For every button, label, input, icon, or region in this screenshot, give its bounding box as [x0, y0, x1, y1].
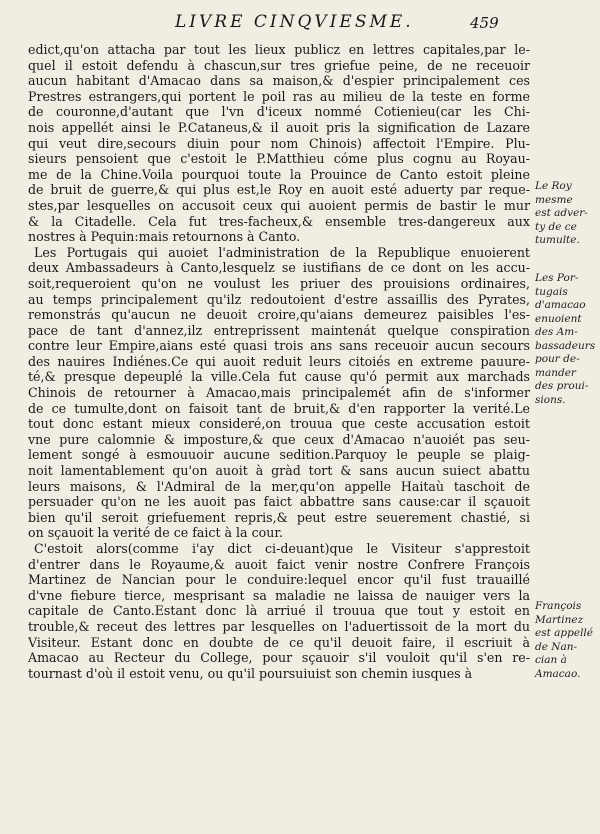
- margin-note-line: mander: [535, 366, 576, 379]
- margin-note-line: est adver-: [535, 207, 588, 219]
- text-line: Chinois de retourner à Amacao,mais principalemét afin de s'informer: [28, 385, 530, 401]
- margin-note-line: cian à: [535, 654, 567, 666]
- text-line: lement songé à esmouuoir aucune sedition.Parquoy le peuple se plaig-: [28, 447, 530, 463]
- margin-note-line: de Nan-: [535, 640, 578, 653]
- margin-note-line: mesme: [535, 193, 573, 206]
- text-line: & la Citadelle. Cela fut tres-facheux,& ensemble tres-dangereux aux: [28, 213, 530, 229]
- margin-note-portuguese-ambassadors: [535, 272, 596, 407]
- text-line: vne pure calomnie & imposture,& que ceux d'Amacao n'auoiét pas seu-: [28, 431, 530, 447]
- text-line: edict,qu'on attacha par tout les lieux publicz en lettres capitales,par le-: [28, 42, 530, 57]
- margin-note-line: des proui-: [535, 380, 589, 392]
- text-line: nostres à Pequin:mais retournons à Canto.: [28, 229, 301, 245]
- text-line: stes,par lesquelles on accusoit ceux qui auoient permis de bastir le mur: [28, 197, 530, 213]
- margin-note-line: est appellé: [535, 627, 594, 639]
- text-line: Amacao au Recteur du College, pour sçauoir s'il vouloit qu'il s'en re-: [28, 650, 530, 666]
- margin-note-line: François: [535, 600, 582, 612]
- text-line: persuader qu'on ne les auoit pas faict abbattre sans cause:car il sçauoit: [28, 494, 530, 510]
- text-line: trouble,& receut des lettres par lesquelles on l'aduertissoit de la mort du: [28, 618, 530, 634]
- text-line: bien qu'il seroit griefuement repris,& peut estre seuerement chastié, si: [28, 509, 530, 525]
- margin-note-line: Le Roy: [535, 180, 572, 192]
- text-line: té,& presque depeuplé la ville.Cela fut cause qu'ó permit aux marchads: [28, 369, 530, 385]
- page-header: [0, 12, 600, 40]
- paragraph: [28, 541, 530, 681]
- page-number: 459: [470, 14, 499, 32]
- margin-note-line: Les Por-: [535, 272, 579, 284]
- paragraph: [28, 42, 530, 245]
- margin-note-line: ty de ce: [535, 220, 577, 233]
- text-line: on sçauoit la verité de ce faict à la cour.: [28, 525, 283, 541]
- text-line: qui veut dire,secours diuin pour nom Chinois) affectoit l'Empire. Plu-: [28, 135, 530, 151]
- text-line: tout donc estant mieux consideré,on trouua que ceste accusation estoit: [28, 416, 530, 432]
- margin-note-line: des Am-: [535, 326, 578, 338]
- text-line: de bruit de guerre,& qui plus est,le Roy en auoit esté aduerty par reque-: [28, 182, 530, 198]
- text-line: d'vne fiebure tierce, mesprisant sa maladie ne laissa de nauiger vers la: [28, 587, 530, 603]
- text-line: de couronne,d'autant que l'vn d'iceux nommé Cotienieu(car les Chi-: [28, 104, 530, 120]
- text-line: d'entrer dans le Royaume,& auoit faict venir nostre Confrere François: [28, 556, 530, 572]
- main-text: [28, 42, 530, 681]
- margin-note-line: enuoient: [535, 312, 582, 325]
- text-line: de ce tumulte,dont on faisoit tant de bruit,& d'en rapporter la verité.Le: [28, 400, 530, 416]
- text-line: deux Ambassadeurs à Canto,lesquelz se iustifians de ce dont on les accu-: [28, 260, 530, 276]
- text-line: aucun habitant d'Amacao dans sa maison,& d'espier principalement ces: [28, 73, 530, 89]
- text-line: au temps principalement qu'ilz redoutoient d'estre assaillis des Pyrates,: [28, 291, 530, 307]
- margin-note-line: sions.: [535, 393, 566, 406]
- margin-note-line: pour de-: [535, 353, 580, 365]
- text-line: noit lamentablement qu'on auoit à gràd tort & sans aucun suiect abattu: [28, 463, 530, 479]
- text-line: me de la Chine.Voila pourquoi toute la Prouince de Canto estoit pleine: [28, 166, 530, 182]
- text-line: C'estoit alors(comme i'ay dict ci-deuant)que le Visiteur s'apprestoit: [34, 541, 530, 556]
- text-line: quel il estoit defendu à chascun,sur tres griefue peine, de ne receuoir: [28, 57, 530, 73]
- text-line: leurs maisons, & l'Admiral de la mer,qu'on appelle Haitaù taschoit de: [28, 478, 530, 494]
- text-line: tournast d'où il estoit venu, ou qu'il poursuiuist son chemin iusques à: [28, 665, 473, 681]
- text-line: soit,requeroient qu'on ne voulust les priuer des prouisions ordinaires,: [28, 275, 530, 291]
- margin-note-line: tugais: [535, 285, 568, 298]
- text-line: capitale de Canto.Estant donc là arriué il trouua que tout y estoit en: [28, 603, 530, 619]
- text-line: des nauires Indiénes.Ce qui auoit reduit leurs citoiés en extreme pauure-: [28, 353, 530, 369]
- margin-note-francois-martinez: [535, 600, 593, 681]
- margin-note-line: Amacao.: [535, 667, 581, 680]
- running-title: LIVRE CINQVIESME.: [175, 12, 414, 32]
- text-line: sieurs pensoient que c'estoit le P.Matthieu cóme plus cognu au Royau-: [28, 151, 530, 167]
- margin-note-line: d'amacao: [535, 299, 586, 311]
- text-line: Les Portugais qui auoiet l'administration de la Republique enuoierent: [34, 244, 530, 260]
- text-line: Prestres estrangers,qui portent le poil ras au milieu de la teste en forme: [28, 88, 530, 104]
- text-line: remonstrás qu'aucun ne deuoit croire,qu'aians demeurez paisibles l'es-: [28, 307, 530, 323]
- paragraph: [28, 245, 530, 541]
- margin-note-line: Martinez: [535, 613, 584, 626]
- margin-note-line: bassadeurs: [535, 339, 596, 352]
- text-line: nois appellét ainsi le P.Cataneus,& il auoit pris la signification de Lazare: [28, 119, 530, 135]
- text-line: contre leur Empire,aians esté quasi trois ans sans receuoir aucun secours: [28, 338, 530, 354]
- margin-note-line: tumulte.: [535, 234, 580, 246]
- text-line: Visiteur. Estant donc en doubte de ce qu'il deuoit faire, il escriuit à: [28, 634, 530, 650]
- margin-note-king-informed: [535, 180, 593, 248]
- text-line: Martinez de Nancian pour le conduire:lequel encor qu'il fust trauaillé: [28, 572, 530, 588]
- text-line: pace de tant d'annez,ilz entreprissent maintenát quelque conspiration: [28, 322, 530, 338]
